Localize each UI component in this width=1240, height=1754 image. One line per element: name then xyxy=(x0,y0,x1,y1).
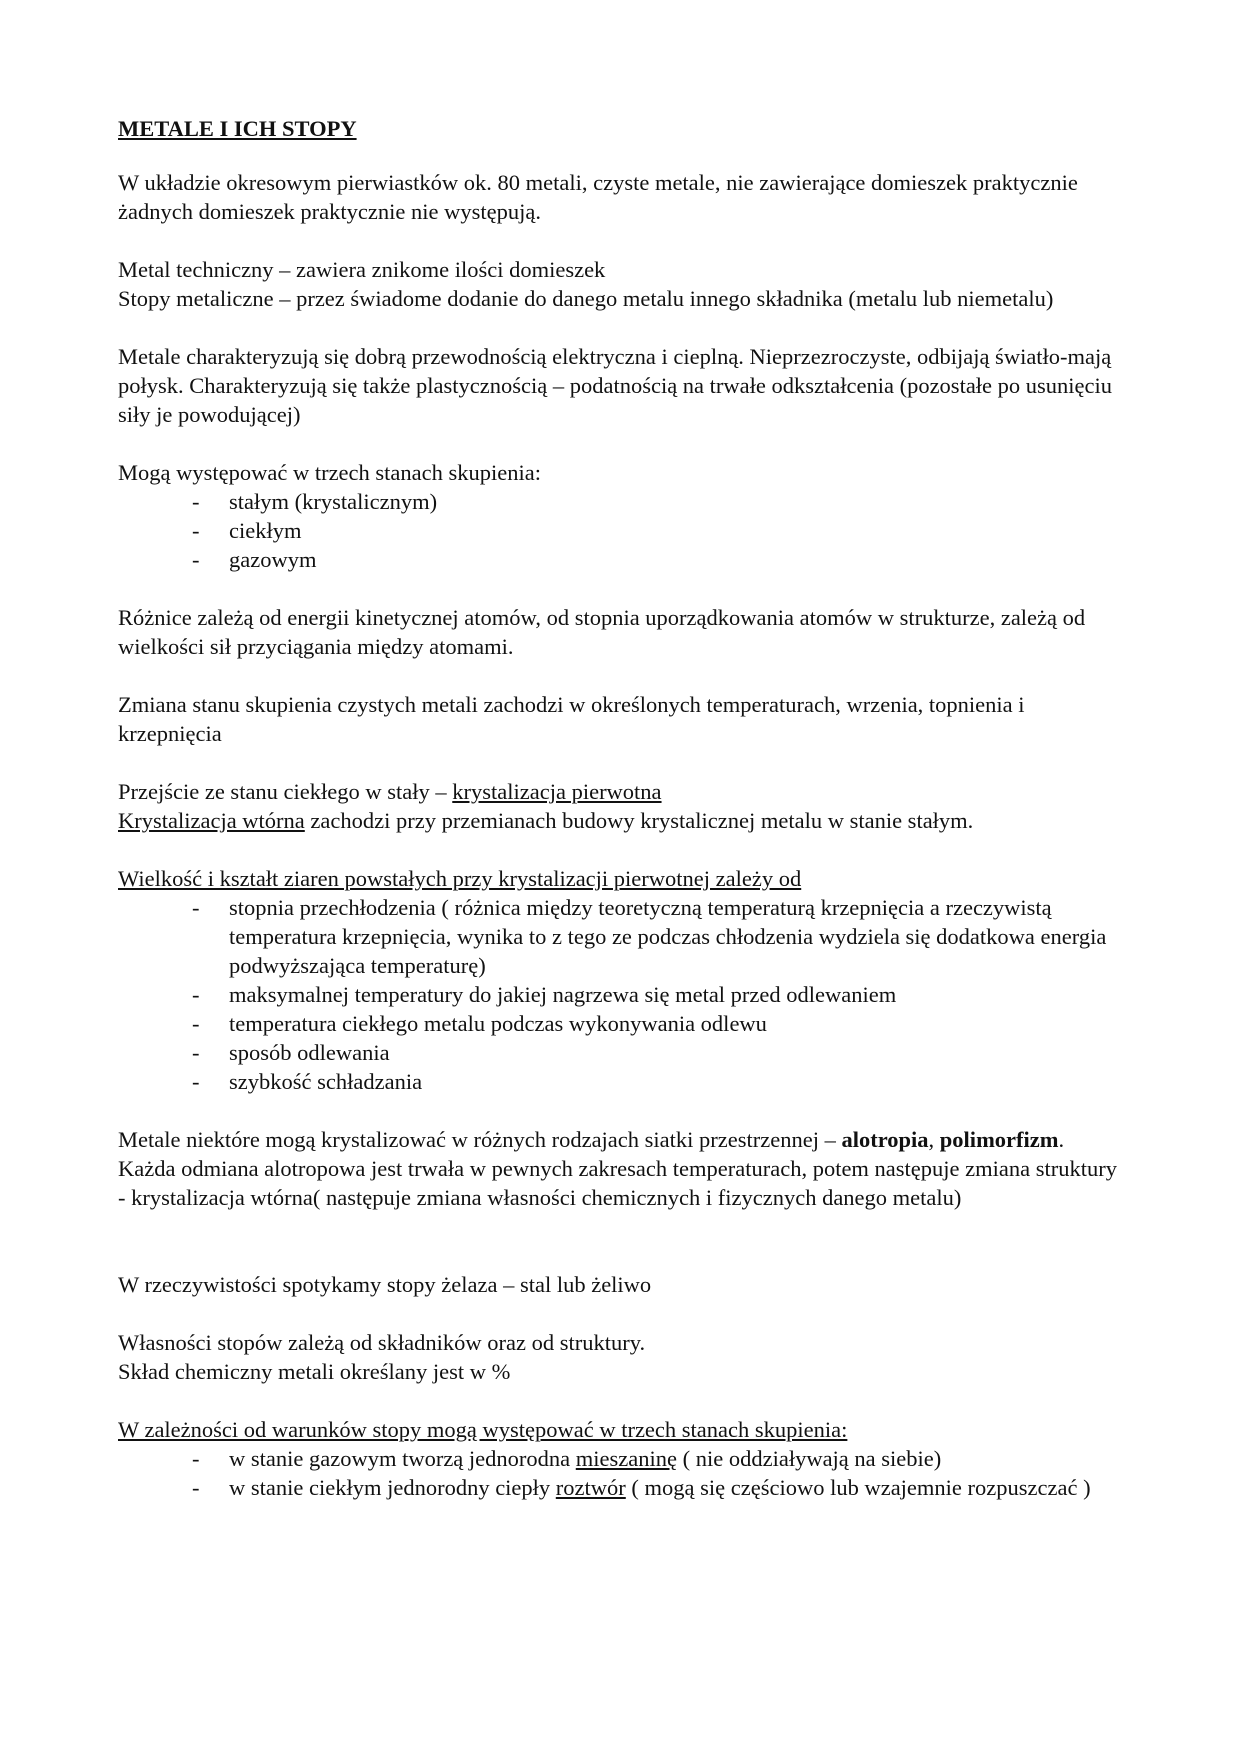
dash-marker: - xyxy=(192,895,200,920)
paragraph-states xyxy=(118,458,1128,574)
list-item: - temperatura ciekłego metalu podczas wykonywania odlewu xyxy=(192,1011,767,1036)
term-polymorphism: polimorfizm xyxy=(939,1127,1059,1152)
allotropy-line: Metale niektóre mogą krystalizować w różnych rodzajach siatki przestrzennej – alotropia, polimorfizm. xyxy=(118,1127,1065,1152)
dash-marker: - xyxy=(192,1011,200,1036)
document-page xyxy=(118,114,1128,1502)
paragraph-allotropy xyxy=(118,1125,1128,1212)
alloy-states-list xyxy=(118,1444,1128,1502)
crystallization-secondary-line: Krystalizacja wtórna zachodzi przy przemianach budowy krystalicznej metalu w stanie stałym. xyxy=(118,808,974,833)
allotropic-form-text: Każda odmiana alotropowa jest trwała w pewnych zakresach temperaturach, potem następuje zmiana struktury - krystalizacja wtórna( następuje zmiana własności chemicznych i fizycznych danego metalu) xyxy=(118,1156,1117,1210)
paragraph-differences: Różnice zależą od energii kinetycznej atomów, od stopnia uporządkowania atomów w strukturze, zależą od wielkości sił przyciągania między atomami. xyxy=(118,605,1086,659)
list-item: - szybkość schładzania xyxy=(192,1069,423,1094)
dash-marker: - xyxy=(192,1446,200,1471)
list-item: - gazowym xyxy=(192,547,317,572)
dash-marker: - xyxy=(192,489,200,514)
states-intro: Mogą występować w trzech stanach skupienia: xyxy=(118,460,541,485)
term-secondary-crystallization: Krystalizacja wtórna xyxy=(118,808,305,833)
spacer xyxy=(118,1241,1128,1270)
dash-marker: - xyxy=(192,982,200,1007)
definition-metal-alloys: Stopy metaliczne – przez świadome dodanie do danego metalu innego składnika (metalu lub niemetalu) xyxy=(118,286,1054,311)
paragraph-definitions xyxy=(118,255,1128,313)
dash-marker: - xyxy=(192,1475,200,1500)
definition-technical-metal: Metal techniczny – zawiera znikome ilości domieszek xyxy=(118,257,606,282)
list-item: - sposób odlewania xyxy=(192,1040,390,1065)
list-item: - maksymalnej temperatury do jakiej nagrzewa się metal przed odlewaniem xyxy=(192,982,897,1007)
grain-factors-list xyxy=(118,893,1128,1096)
term-mixture: mieszaninę xyxy=(575,1446,677,1471)
alloy-properties-line: Własności stopów zależą od składników oraz od struktury. xyxy=(118,1330,646,1355)
grain-size-heading: Wielkość i kształt ziaren powstałych przy krystalizacji pierwotnej zależy od xyxy=(118,866,802,891)
states-list xyxy=(118,487,1128,574)
list-item: - w stanie ciekłym jednorodny ciepły roztwór ( mogą się częściowo lub wzajemnie rozpuszczać ) xyxy=(192,1475,1091,1500)
paragraph-intro: W układzie okresowym pierwiastków ok. 80 metali, czyste metale, nie zawierające domieszek praktycznie żadnych domieszek praktycznie nie występują. xyxy=(118,170,1078,224)
paragraph-alloy-properties xyxy=(118,1328,1128,1386)
list-item: - stałym (krystalicznym) xyxy=(192,489,438,514)
dash-marker: - xyxy=(192,518,200,543)
paragraph-iron-alloys: W rzeczywistości spotykamy stopy żelaza – stal lub żeliwo xyxy=(118,1272,652,1297)
crystallization-primary-line: Przejście ze stanu ciekłego w stały – krystalizacja pierwotna xyxy=(118,779,662,804)
paragraph-crystallization xyxy=(118,777,1128,835)
dash-marker: - xyxy=(192,547,200,572)
paragraph-grain-size xyxy=(118,864,1128,1096)
alloy-states-heading: W zależności od warunków stopy mogą występować w trzech stanach skupienia: xyxy=(118,1417,848,1442)
dash-marker: - xyxy=(192,1069,200,1094)
paragraph-state-change: Zmiana stanu skupienia czystych metali zachodzi w określonych temperaturach, wrzenia, topnienia i krzepnięcia xyxy=(118,692,1025,746)
list-item: - stopnia przechłodzenia ( różnica między teoretyczną temperaturą krzepnięcia a rzeczywistą temperatura krzepnięcia, wynika to z tego ze podczas chłodzenia wydziela się dodatkowa energia podwyższająca temperaturę) xyxy=(192,895,1107,978)
paragraph-alloy-states xyxy=(118,1415,1128,1502)
list-item: - ciekłym xyxy=(192,518,302,543)
term-primary-crystallization: krystalizacja pierwotna xyxy=(452,779,662,804)
chemical-composition-line: Skład chemiczny metali określany jest w % xyxy=(118,1359,511,1384)
paragraph-properties: Metale charakteryzują się dobrą przewodnością elektryczna i cieplną. Nieprzezroczyste, odbijają światło-mają połysk. Charakteryzują się także plastycznością – podatnością na trwałe odkształcenia (pozostałe po usunięciu siły je powodującej) xyxy=(118,344,1113,427)
term-allotropy: alotropia xyxy=(841,1127,929,1152)
document-title: METALE I ICH STOPY xyxy=(118,116,357,141)
list-item: - w stanie gazowym tworzą jednorodna mieszaninę ( nie oddziaływają na siebie) xyxy=(192,1446,942,1471)
term-solution: roztwór xyxy=(555,1475,626,1500)
dash-marker: - xyxy=(192,1040,200,1065)
